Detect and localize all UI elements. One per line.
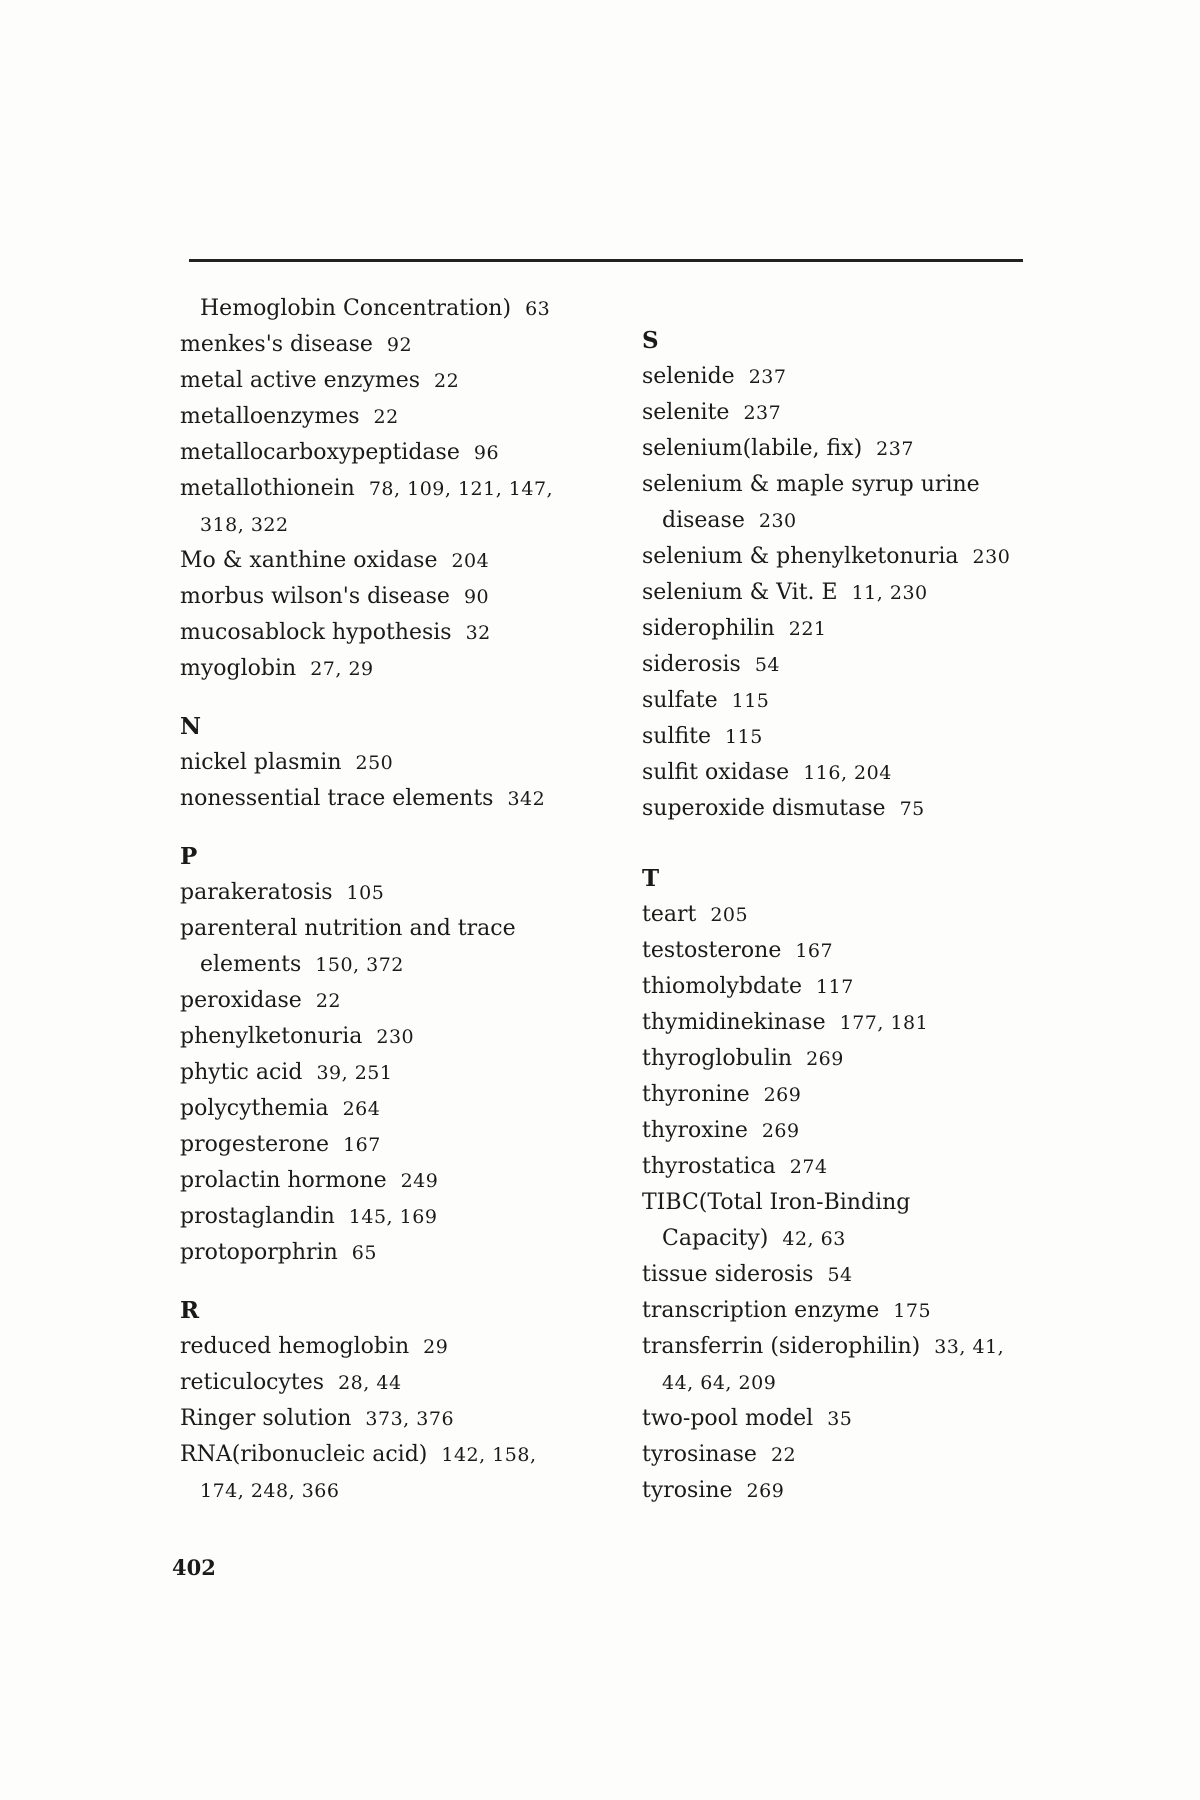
index-term: selenium & maple syrup urine <box>642 472 980 497</box>
page-references: 373, 376 <box>365 1408 455 1430</box>
index-term: testosterone <box>642 938 782 963</box>
page-references: 42, 63 <box>782 1228 846 1250</box>
page-references: 167 <box>795 940 834 962</box>
index-entry-line <box>180 1437 600 1473</box>
index-term: siderophilin <box>642 616 775 641</box>
index-entry-line <box>642 503 1062 539</box>
index-term: menkes's disease <box>180 332 373 357</box>
index-term: selenide <box>642 364 735 389</box>
page-references: 44, 64, 209 <box>662 1372 777 1394</box>
page-references: 22 <box>770 1444 797 1466</box>
index-entry-line <box>642 1257 1062 1293</box>
index-term: sulfite <box>642 724 712 749</box>
index-term: prolactin hormone <box>180 1168 387 1193</box>
index-entry-line <box>642 575 1062 611</box>
index-term: thiomolybdate <box>642 974 803 999</box>
index-term: tyrosinase <box>642 1442 757 1467</box>
page-references: 65 <box>351 1242 377 1264</box>
index-entry-line <box>180 781 600 817</box>
page-references: 318, 322 <box>200 514 289 536</box>
index-entry-line <box>642 719 1062 755</box>
page-references: 27, 29 <box>310 658 374 680</box>
page-references: 230 <box>758 510 797 532</box>
page-references: 274 <box>789 1156 828 1178</box>
index-entry <box>180 875 600 911</box>
index-entry <box>180 471 600 543</box>
index-term: prostaglandin <box>180 1204 335 1229</box>
index-term: sulfate <box>642 688 718 713</box>
index-entry <box>180 399 600 435</box>
index-entry <box>642 1113 1062 1149</box>
index-entry <box>642 1077 1062 1113</box>
index-entry <box>180 781 600 817</box>
index-term: RNA(ribonucleic acid) <box>180 1442 428 1467</box>
index-term: TIBC(Total Iron-Binding <box>642 1190 911 1215</box>
page-references: 221 <box>788 618 827 640</box>
index-entry-line <box>180 1127 600 1163</box>
page-references: 250 <box>355 752 394 774</box>
index-term: elements <box>200 952 302 977</box>
index-entry <box>642 647 1062 683</box>
index-entry <box>180 1365 600 1401</box>
page-references: 32 <box>465 622 491 644</box>
index-term: superoxide dismutase <box>642 796 886 821</box>
index-term: phytic acid <box>180 1060 303 1085</box>
index-entry-line <box>642 395 1062 431</box>
section-letter: S <box>642 327 659 354</box>
index-entry-line <box>642 683 1062 719</box>
index-entry-line <box>180 1199 600 1235</box>
index-term: polycythemia <box>180 1096 329 1121</box>
page-references: 35 <box>827 1408 853 1430</box>
index-entry-line <box>180 1235 600 1271</box>
index-entry <box>642 1185 1062 1257</box>
index-term: disease <box>662 508 745 533</box>
section-letter: N <box>180 713 202 740</box>
index-entry-line <box>642 431 1062 467</box>
index-entry <box>180 615 600 651</box>
index-term: Capacity) <box>662 1226 769 1251</box>
index-term: selenium & Vit. E <box>642 580 838 605</box>
index-entry-line <box>642 969 1062 1005</box>
index-entry-line <box>180 471 600 507</box>
index-entry-line <box>180 615 600 651</box>
index-entry-line <box>642 1221 1062 1257</box>
index-entry-line <box>180 327 600 363</box>
index-term: selenium(labile, fix) <box>642 436 863 461</box>
page-references: 29 <box>423 1336 449 1358</box>
index-term: transcription enzyme <box>642 1298 880 1323</box>
index-entry-line <box>180 1473 600 1509</box>
index-entry <box>642 1437 1062 1473</box>
index-entry <box>642 1149 1062 1185</box>
page-references: 96 <box>473 442 500 464</box>
page-references: 237 <box>748 366 787 388</box>
page-references: 230 <box>972 546 1011 568</box>
index-entry-line <box>180 651 600 687</box>
index-entry-line <box>642 1005 1062 1041</box>
page-references: 204 <box>451 550 490 572</box>
index-term: two-pool model <box>642 1406 814 1431</box>
index-entry-line <box>642 897 1062 933</box>
index-term: thymidinekinase <box>642 1010 826 1035</box>
index-entry-line <box>642 359 1062 395</box>
page-references: 75 <box>899 798 925 820</box>
index-term: protoporphrin <box>180 1240 338 1265</box>
section-letter: R <box>180 1297 200 1324</box>
index-entry-line <box>180 1091 600 1127</box>
index-entry <box>642 1329 1062 1401</box>
page-references: 33, 41, <box>934 1336 1005 1358</box>
section-letter: P <box>180 843 198 870</box>
page-references: 205 <box>710 904 749 926</box>
index-term: tyrosine <box>642 1478 733 1503</box>
index-entry-line <box>642 1185 1062 1221</box>
index-entry-line <box>180 435 600 471</box>
index-column-right <box>642 323 1062 1509</box>
index-entry <box>642 395 1062 431</box>
page-references: 105 <box>346 882 385 904</box>
page-references: 269 <box>763 1084 802 1106</box>
index-entry-line <box>642 467 1062 503</box>
page-references: 22 <box>373 406 399 428</box>
page-references: 116, 204 <box>803 762 892 784</box>
index-entry <box>180 1055 600 1091</box>
index-entry-line <box>180 1365 600 1401</box>
index-entry-line <box>180 1055 600 1091</box>
index-entry <box>180 1401 600 1437</box>
index-entry <box>642 755 1062 791</box>
index-entry <box>642 539 1062 575</box>
index-entry <box>642 467 1062 539</box>
index-entry-line <box>642 1365 1062 1401</box>
index-term: nickel plasmin <box>180 750 342 775</box>
index-term: transferrin (siderophilin) <box>642 1334 921 1359</box>
index-entry-line <box>642 791 1062 827</box>
index-entry <box>180 1437 600 1509</box>
index-term: Hemoglobin Concentration) <box>200 296 512 321</box>
page-references: 175 <box>893 1300 932 1322</box>
index-entry-line <box>180 1019 600 1055</box>
index-entry <box>180 1019 600 1055</box>
index-term: thyronine <box>642 1082 750 1107</box>
index-entry <box>180 983 600 1019</box>
index-entry <box>642 431 1062 467</box>
index-entry <box>180 435 600 471</box>
index-column-left <box>180 291 600 1509</box>
index-entry <box>180 1199 600 1235</box>
page-references: 92 <box>386 334 413 356</box>
header-rule <box>189 259 1023 262</box>
page-references: 28, 44 <box>338 1372 402 1394</box>
index-entry <box>180 543 600 579</box>
page-references: 237 <box>876 438 914 460</box>
index-entry-line <box>180 363 600 399</box>
page-references: 54 <box>827 1264 853 1286</box>
index-entry <box>642 1257 1062 1293</box>
page-references: 54 <box>754 654 780 676</box>
index-entry <box>642 969 1062 1005</box>
index-entry <box>642 1041 1062 1077</box>
page-references: 145, 169 <box>348 1206 438 1228</box>
index-term: thyroxine <box>642 1118 748 1143</box>
page-number: 402 <box>172 1555 216 1580</box>
page-references: 269 <box>761 1120 800 1142</box>
index-entry-line <box>642 1113 1062 1149</box>
index-term: myoglobin <box>180 656 297 681</box>
index-term: Ringer solution <box>180 1406 352 1431</box>
index-entry-line <box>180 911 600 947</box>
index-entry <box>180 327 600 363</box>
index-term: thyroglobulin <box>642 1046 793 1071</box>
index-entry <box>642 611 1062 647</box>
index-entry <box>180 291 600 327</box>
index-term: parakeratosis <box>180 880 333 905</box>
index-term: reduced hemoglobin <box>180 1334 410 1359</box>
page-references: 90 <box>463 586 490 608</box>
index-entry-line <box>642 1401 1062 1437</box>
index-entry <box>642 683 1062 719</box>
index-entry <box>180 1127 600 1163</box>
index-entry <box>180 1235 600 1271</box>
index-letter-group <box>180 1293 600 1509</box>
index-term: peroxidase <box>180 988 302 1013</box>
index-term: metallothionein <box>180 476 355 501</box>
index-entry <box>180 1091 600 1127</box>
index-letter-group <box>642 323 1062 827</box>
index-entry <box>642 791 1062 827</box>
index-letter-group <box>180 291 600 687</box>
section-letter: T <box>642 865 660 892</box>
index-entry-line <box>642 1473 1062 1509</box>
index-entry <box>642 933 1062 969</box>
index-entry-line <box>180 983 600 1019</box>
page-references: 78, 109, 121, 147, <box>368 478 554 500</box>
index-entry-line <box>180 1329 600 1365</box>
index-term: phenylketonuria <box>180 1024 363 1049</box>
index-entry <box>180 1329 600 1365</box>
index-entry <box>180 1163 600 1199</box>
index-entry-line <box>642 1077 1062 1113</box>
index-entry-line <box>180 947 600 983</box>
page-references: 230 <box>376 1026 415 1048</box>
index-entry-line <box>642 933 1062 969</box>
index-term: morbus wilson's disease <box>180 584 450 609</box>
page-references: 174, 248, 366 <box>200 1480 340 1502</box>
index-entry <box>642 1473 1062 1509</box>
index-letter-group <box>642 861 1062 1509</box>
page-references: 142, 158, <box>441 1444 537 1466</box>
index-entry-line <box>180 875 600 911</box>
index-entry-line <box>642 611 1062 647</box>
index-entry-line <box>642 539 1062 575</box>
index-term: siderosis <box>642 652 741 677</box>
page-references: 115 <box>725 726 763 748</box>
index-term: selenite <box>642 400 730 425</box>
index-entry <box>180 911 600 983</box>
index-entry-line <box>642 1041 1062 1077</box>
page-references: 22 <box>434 370 460 392</box>
page-references: 117 <box>816 976 854 998</box>
page-references: 22 <box>315 990 342 1012</box>
page-references: 177, 181 <box>839 1012 929 1034</box>
page-references: 167 <box>343 1134 381 1156</box>
index-entry <box>642 719 1062 755</box>
page-references: 342 <box>507 788 546 810</box>
index-entry-line <box>180 579 600 615</box>
index-term: metal active enzymes <box>180 368 421 393</box>
page-references: 264 <box>342 1098 381 1120</box>
page-references: 249 <box>400 1170 439 1192</box>
page-references: 269 <box>746 1480 785 1502</box>
index-entry-line <box>642 755 1062 791</box>
index-term: mucosablock hypothesis <box>180 620 452 645</box>
index-entry-line <box>642 1149 1062 1185</box>
index-entry-line <box>642 647 1062 683</box>
index-term: Mo & xanthine oxidase <box>180 548 438 573</box>
index-letter-group <box>180 709 600 817</box>
page-references: 237 <box>743 402 782 424</box>
index-entry <box>180 579 600 615</box>
page-references: 269 <box>806 1048 844 1070</box>
page-references: 39, 251 <box>316 1062 393 1084</box>
index-entry <box>642 1293 1062 1329</box>
index-entry <box>642 1005 1062 1041</box>
index-term: sulfit oxidase <box>642 760 790 785</box>
index-term: selenium & phenylketonuria <box>642 544 959 569</box>
index-entry-line <box>642 1437 1062 1473</box>
index-entry <box>180 363 600 399</box>
index-entry-line <box>642 1293 1062 1329</box>
index-entry-line <box>180 507 600 543</box>
page-references: 11, 230 <box>851 582 928 604</box>
page-references: 115 <box>731 690 770 712</box>
index-entry-line <box>180 543 600 579</box>
index-entry <box>180 651 600 687</box>
index-entry-line <box>180 399 600 435</box>
index-term: parenteral nutrition and trace <box>180 916 516 941</box>
index-entry-line <box>180 291 600 327</box>
index-entry <box>642 575 1062 611</box>
index-term: reticulocytes <box>180 1370 325 1395</box>
page-references: 150, 372 <box>315 954 404 976</box>
index-entry <box>180 745 600 781</box>
index-term: thyrostatica <box>642 1154 776 1179</box>
index-entry-line <box>180 1401 600 1437</box>
index-entry-line <box>180 1163 600 1199</box>
index-term: tissue siderosis <box>642 1262 814 1287</box>
index-entry <box>642 1401 1062 1437</box>
index-term: nonessential trace elements <box>180 786 494 811</box>
index-entry-line <box>180 745 600 781</box>
index-term: metalloenzymes <box>180 404 360 429</box>
index-term: metallocarboxypeptidase <box>180 440 460 465</box>
index-term: teart <box>642 902 697 927</box>
index-entry <box>642 359 1062 395</box>
page-references: 63 <box>525 298 551 320</box>
index-entry <box>642 897 1062 933</box>
index-letter-group <box>180 839 600 1271</box>
index-term: progesterone <box>180 1132 330 1157</box>
index-entry-line <box>642 1329 1062 1365</box>
